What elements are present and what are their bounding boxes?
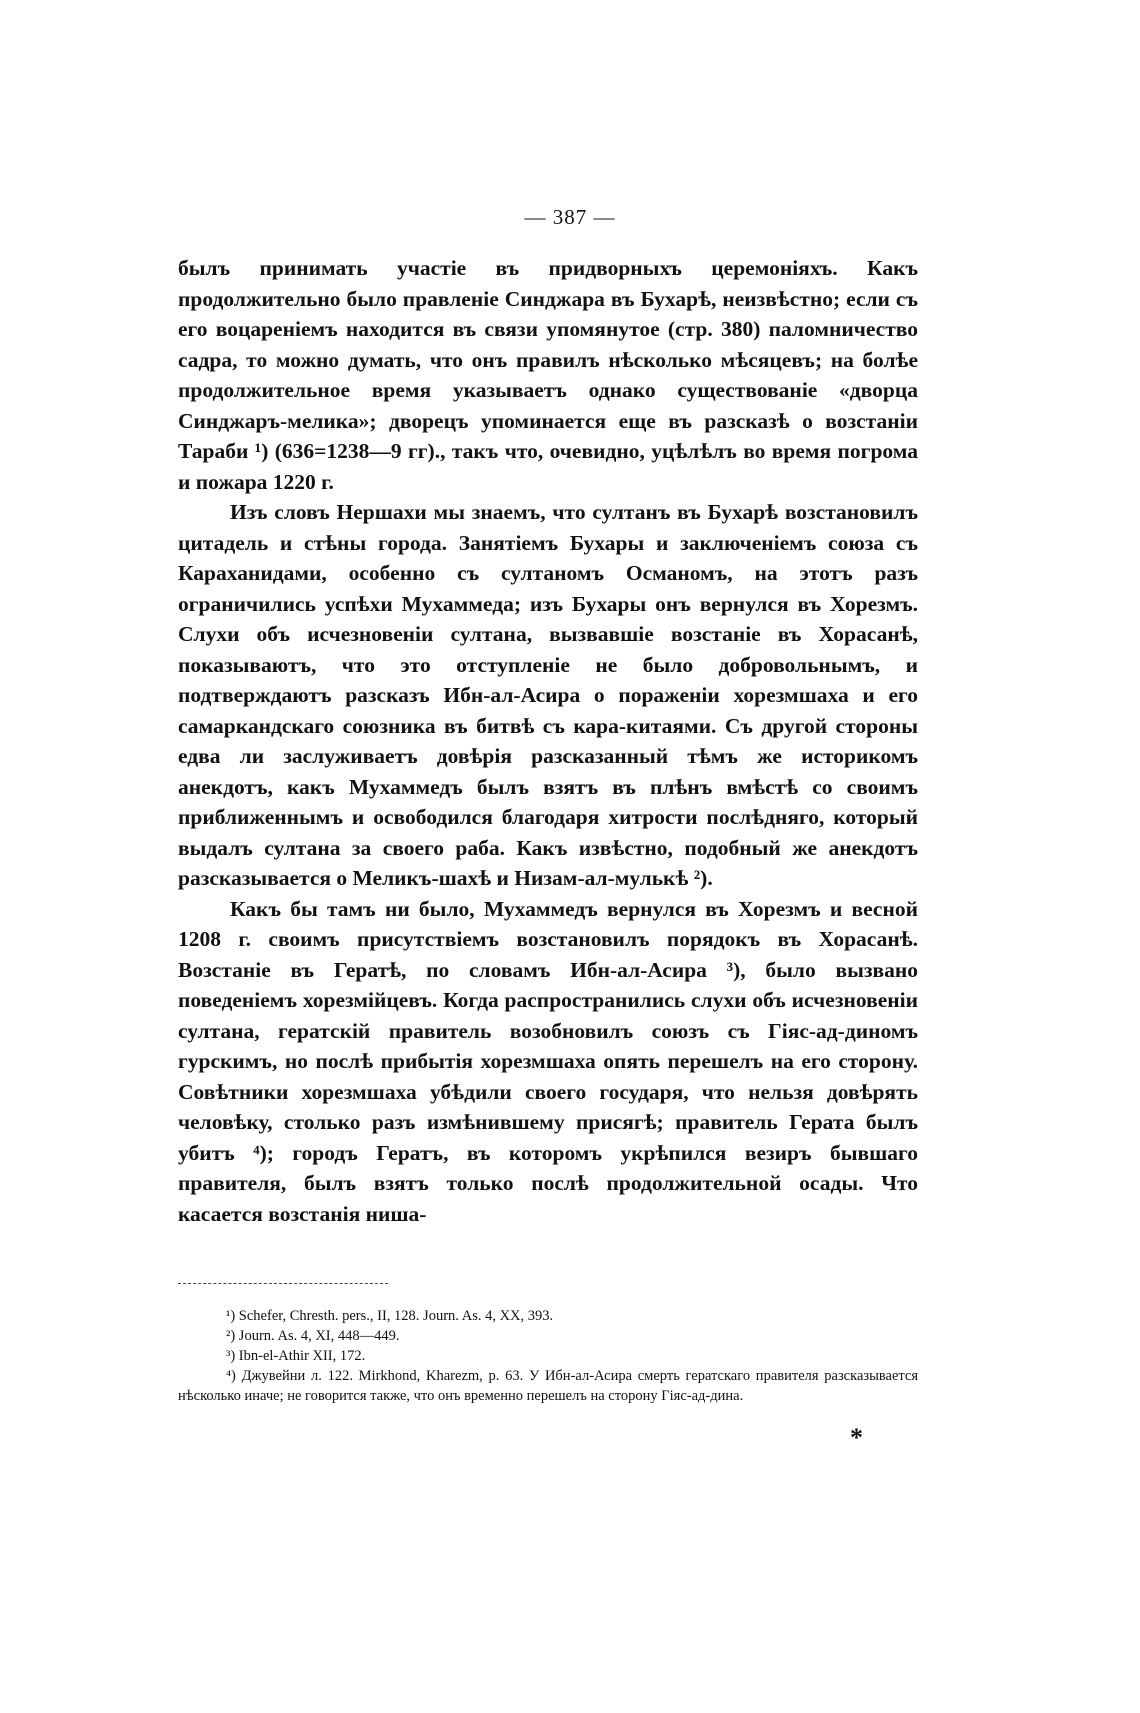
footnote-divider [178,1283,388,1284]
paragraph-1: былъ принимать участіе въ придворныхъ церемоніяхъ. Какъ продолжительно было правленіе Синджара въ Бухарѣ, неизвѣстно; если съ его воцареніемъ находится въ связи упомянутое (стр. 380) паломничество садра, то можно думать, что онъ правилъ нѣсколько мѣсяцевъ; на болѣе продолжительное время указываетъ однако существованіе «дворца Синджаръ-мелика»; дворецъ упоминается еще въ разсказѣ о возстаніи Тараби ¹) (636=1238—9 гг)., такъ что, очевидно, уцѣлѣлъ во время погрома и пожара 1220 г. [178,256,918,494]
page-number: — 387 — [524,205,616,229]
main-text [178,253,918,1229]
paragraph-2: Изъ словъ Нершахи мы знаемъ, что султанъ въ Бухарѣ возстановилъ цитадель и стѣны города. Занятіемъ Бухары и заключеніемъ союза съ Караханидами, особенно съ султаномъ Османомъ, на этотъ разъ ограничились успѣхи Мухаммеда; изъ Бухары онъ вернулся въ Хорезмъ. Слухи объ исчезновеніи султана, вызвавшіе возстаніе въ Хорасанѣ, показываютъ, что это отступленіе не было добровольнымъ, и подтверждаютъ разсказъ Ибн-ал-Асира о пораженіи хорезмшаха и его самаркандскаго союзника въ битвѣ съ кара-китаями. Съ другой стороны едва ли заслуживаетъ довѣрія разсказанный тѣмъ же историкомъ анекдотъ, какъ Мухаммедъ былъ взятъ въ плѣнъ вмѣстѣ со своимъ приближеннымъ и освободился благодаря хитрости послѣдняго, который выдалъ султана за своего раба. Какъ извѣстно, подобный же анекдотъ разсказывается о Меликъ-шахѣ и Низам-ал-мулькѣ ²). [178,500,918,890]
footnotes [178,1306,918,1406]
footnote-4: ⁴) Джувейни л. 122. Mirkhond, Kharezm, p. 63. У Ибн-ал-Асира смерть гератскаго правителя разсказывается нѣсколько иначе; не говорится также, что онъ временно перешелъ на сторону Гіяс-ад-дина. [178,1368,918,1404]
signature-mark: * [850,1423,863,1452]
footnote-1: ¹) Schefer, Chresth. pers., II, 128. Journ. As. 4, XX, 393. [226,1308,554,1324]
footnote-2: ²) Journ. As. 4, XI, 448—449. [226,1328,400,1344]
footnote-3: ³) Ibn-el-Athir XII, 172. [226,1348,366,1364]
paragraph-3: Какъ бы тамъ ни было, Мухаммедъ вернулся въ Хорезмъ и весной 1208 г. своимъ присутствіемъ возстановилъ порядокъ въ Хорасанѣ. Возстаніе въ Гератѣ, по словамъ Ибн-ал-Асира ³), было вызвано поведеніемъ хорезмійцевъ. Когда распространились слухи объ исчезновеніи султана, гератскій правитель возобновилъ союзъ съ Гіяс-ад-диномъ гурскимъ, но послѣ прибытія хорезмшаха опять перешелъ на его сторону. Совѣтники хорезмшаха убѣдили своего государя, что нельзя довѣрять человѣку, столько разъ измѣнившему присягѣ; правитель Герата былъ убитъ ⁴); городъ Гератъ, въ которомъ укрѣпился везиръ бывшаго правителя, былъ взятъ только послѣ продолжительной осады. Что касается возстанія ниша- [178,896,918,1226]
